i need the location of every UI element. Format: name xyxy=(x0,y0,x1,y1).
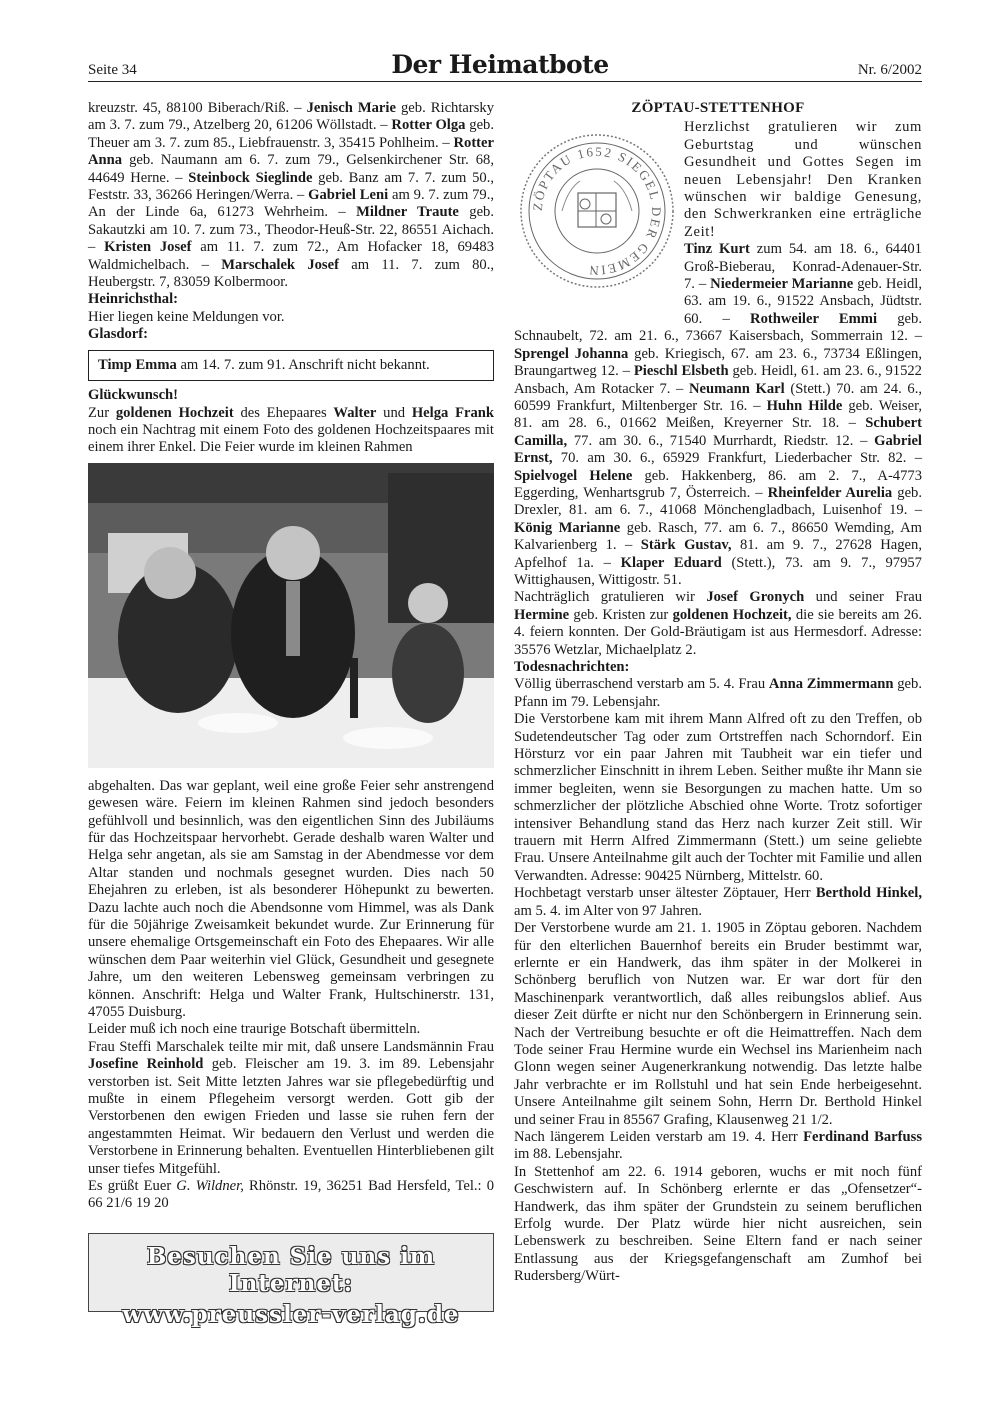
glueckwunsch-heading: Glückwunsch! xyxy=(88,387,179,404)
birthday-list-continued: kreuzstr. 45, 88100 Biberach/Riß. – Jenisch Marie geb. Richtarsky am 3. 7. zum 79., Atzelberg 20, 61206 Wöllstadt. – Rotter Olga geb. Theuer am 3. 7. zum 85., Liebfrauenstr. 3, 35415 Pohlheim. – Rotter Anna geb. Naumann am 6. 7. zum 79., Gelsenkirchener Str. 68, 44649 Herne. – Steinbock Sieglinde geb. Banz am 7. 7. zum 50., Feststr. 33, 36266 Heringen/Werra. – Gabriel Leni am 9. 7. zum 79., An der Linde 6a, 61273 Wehrheim. – Mildner Traute geb. Sakautzki am 10. 7. zum 73., Theodor-Heuß-Str. 22, 86551 Aichach. – Kristen Josef am 11. 7. zum 72., Am Hofacker 18, 69483 Waldmichelbach. – Marschalek Josef am 11. 7. zum 80., Heubergstr. 7, 83059 Kolbermoor. xyxy=(88,100,495,291)
death-notices-heading: Todesnachrichten: xyxy=(514,659,630,675)
late-congratulations: Nachträglich gratulieren wir Josef Gronych und seiner Frau Hermine geb. Kristen zur goldenen Hochzeit, die sie bereits am 26. 4. feiern konnten. Der Gold-Bräutigam ist aus Hermesdorf. Adresse: 35576 Wetzlar, Michaelplatz 2. xyxy=(514,589,923,658)
website-banner xyxy=(88,1233,494,1328)
zimmermann-notice: Völlig überraschend verstarb am 5. 4. Frau Anna Zimmermann geb. Pfann im 79. Lebensjahr. xyxy=(514,676,922,710)
glasdorf-box: Timp Emma am 14. 7. zum 91. Anschrift nicht bekannt. xyxy=(88,350,494,381)
issue-number: Nr. 6/2002 xyxy=(857,62,922,78)
seal-icon xyxy=(518,119,676,319)
hinkel-text: Der Verstorbene wurde am 21. 1. 1905 in Zöptau geboren. Nachdem für den elterlichen Bauernhof bereits ein Bruder bestimmt war, erlernte er ein Handwerk, das ihm später in der Molkerei in Schönberg beruflich von Nutzen war. Er war dort für den Maschinenpark verantwortlich, daß alles reibungslos ablief. Aus dieser Zeit dürfte er nicht nur den Schönbergern in Erinnerung sein. Nach der Vertreibung besuchte er oft die Heimattreffen. Nach dem Tode seiner Frau Hermine wurde ein Wechsel ins Marienheim nach Glonn wegen seiner Augenerkrankung notwendig. Das letzte halbe Jahr verbrachte er im Rollstuhl und hat sein Ende herbeigesehnt. Unsere Anteilnahme gilt seinem Sohn, Herrn Dr. Berthold Hinkel und seiner Frau in 85567 Grafing, Klausenweg 21 1/2. xyxy=(514,920,922,1128)
barfuss-text: In Stettenhof am 22. 6. 1914 geboren, wuchs er mit noch fünf Geschwistern auf. In Schönberg erlernte er das „Ofensetzer“-Handwerk, das ihm später der Grundstein zu seinem beruflichen Erfolg wurde. Der Platz würde hier nicht ausreichen, sein Lebenswerk zu beschreiben. Seine Eltern fand er nach seiner Entlassung aus der Kriegsgefangenschaft am Zumhof bei Rudersberg/Würt- xyxy=(514,1163,922,1285)
right-column xyxy=(514,100,922,1286)
zoeptau-intro: Herzlichst gratulieren wir zum Geburtstag und wünschen Gesundheit und Gottes Segen im neuen Lebensjahr! Den Kranken wünschen wir baldige Genesung, den Schwerkranken eine erträgliche Zeit! xyxy=(684,119,922,240)
reinhold-obituary: Frau Steffi Marschalek teilte mir mit, daß unsere Landsmännin Frau Josefine Reinhold geb. Fleischer am 19. 3. im 89. Lebensjahr verstorben ist. Seit Mitte letzten Jahres war sie pflegebedürftig und mußte in einem Pflegeheim versorgt werden. Gott gib der Verstorbenen den ewigen Frieden und lasse sie ruhen fern der angestammten Heimat. Wir bedauern den Verlust und werden die Verstorbene in Erinnerung behalten. Eventuellen Hinterbliebenen gilt unser tiefes Mitgefühl. xyxy=(88,1038,494,1177)
golden-wedding-intro: Zur goldenen Hochzeit des Ehepaares Walter und Helga Frank noch ein Nachtrag mit einem Foto des goldenen Hochzeitspaares mit einem ihrer Enkel. Die Feier wurde im kleinen Rahmen xyxy=(88,404,494,456)
header-rule xyxy=(88,81,922,82)
sad-news-intro: Leider muß ich noch eine traurige Botschaft übermitteln. xyxy=(88,1021,421,1038)
greeting-signature: Es grüßt Euer G. Wildner, Rhönstr. 19, 36251 Bad Hersfeld, Tel.: 0 66 21/6 19 20 xyxy=(88,1178,494,1212)
banner-url[interactable]: www.preussler-verlag.de xyxy=(122,1301,460,1328)
golden-wedding-photo xyxy=(88,463,494,768)
glasdorf-heading: Glasdorf: xyxy=(88,326,148,343)
left-column xyxy=(88,100,494,1213)
masthead-title: Der Heimatbote xyxy=(391,50,609,79)
heinrichsthal-heading: Heinrichsthal: xyxy=(88,291,178,308)
barfuss-notice: Nach längerem Leiden verstarb am 19. 4. Herr Ferdinand Barfuss im 88. Lebensjahr. xyxy=(514,1128,922,1163)
section-title-zoeptau: ZÖPTAU-STETTENHOF xyxy=(631,100,805,116)
banner-line-1: Besuchen Sie uns im Internet: xyxy=(146,1243,436,1297)
golden-wedding-text: abgehalten. Das war geplant, weil eine große Feier sehr anstrengend gewesen wäre. Feiern im kleinen Rahmen sind jedoch besonders gefühlvoll und besinnlich, was den eigentlichen Sinn des Jubiläums für das Hochzeitspaar hervorhebt. Gerade deshalb waren Walter und Helga sehr angetan, als sie am Samstag in der Abendmesse vor dem Altar standen und nochmals gesegnet wurden. Dies nach 50 Ehejahren zu erleben, ist als besonderer Höhepunkt zu bewerten. Dazu lachte auch noch die Abendsonne vom Himmel, was als Dank für die 50jährige Zweisamkeit bekundet wurde. Zur Erinnerung für unsere ehemalige Ortsgemeinschaft ein Foto des Ehepaares. Wir alle wünschen dem Paar weiterhin viel Glück, Gesundheit und gesegnete Jahre, um den weiteren Lebensweg gemeinsam verbringen zu können. Anschrift: Helga und Walter Frank, Hultschinerstr. 131, 47055 Duisburg. xyxy=(88,777,494,1020)
page-number: Seite 34 xyxy=(88,62,137,78)
zoeptau-birthday-list: Tinz Kurt zum 54. am 18. 6., 64401 Groß-Bieberau, Konrad-Adenauer-Str. 7. – Niedermeier Marianne geb. Heidl, 63. am 19. 6., 91522 Ansbach, Jüdtstr. 60. – Rothweiler Emmi geb. Schnaubelt, 72. am 21. 6., 73667 Kaisersbach, Sommerrain 12. – Sprengel Johanna geb. Kriegisch, 67. am 23. 6., 73734 Eßlingen, Braungartweg 12. – Pieschl Elsbeth geb. Heidl, 61. am 23. 6., 91522 Ansbach, Am Rotacker 7. – Neumann Karl (Stett.) 70. am 24. 6., 60599 Frankfurt, Miltenberger Str. 16. – Huhn Hilde geb. Weiser, 81. am 28. 6., 01662 Meißen, Kreyerner Str. 18. – Schubert Camilla, 77. am 30. 6., 71540 Murrhardt, Riedstr. 12. – Gabriel Ernst, 70. am 30. 6., 65929 Frankfurt, Liederbacher Str. 82. – Spielvogel Helene geb. Hakkenberg, 86. am 2. 7., A-4773 Eggerding, Wenhartsgrub 7, Österreich. – Rheinfelder Aurelia geb. Drexler, 81. am 6. 7., 41068 Mönchengladbach, Luisenhof 19. – König Marianne geb. Rasch, 77. am 6. 7., 86650 Wemding, Am Kalvarienberg 1. – Stärk Gustav, 81. am 9. 7., 27628 Hagen, Apfelhof 1a. – Klaper Eduard (Stett.), 73. am 9. 7., 97957 Wittighausen, Wittigostr. 51. xyxy=(514,241,923,588)
municipal-seal xyxy=(518,119,676,319)
zimmermann-text: Die Verstorbene kam mit ihrem Mann Alfred oft zu den Treffen, ob Sudetendeutscher Tag oder zum Ortstreffen nach Schorndorf. Ein Hörsturz vor ein paar Jahren mit Taubheit war ein tiefer und schmerzlicher Einschnitt in ihrem Leben. Seither mußte ihr Mann sie immer begleiten, wenn sie Besorgungen zu machen hatte. Um so schmerzlicher der plötzliche Abschied ohne Worte. Trotz sofortiger intensiver Behandlung stand das Herz nach kurzer Zeit still. Wir trauern mit Herrn Alfred Zimmermann (Stett.) um seine geliebte Frau. Unsere Anteilnahme gilt auch der Tochter mit Familie und allen Verwandten. Adresse: 90425 Nürnberg, Mittelstr. 60. xyxy=(514,711,922,884)
hinkel-notice: Hochbetagt verstarb unser ältester Zöptauer, Herr Berthold Hinkel, am 5. 4. im Alter von 97 Jahren. xyxy=(514,885,922,919)
heinrichsthal-text: Hier liegen keine Meldungen vor. xyxy=(88,308,285,325)
svg-text:ZÖPTAU 1652 SIEGEL DER GEMEIN: ZÖPTAU 1652 SIEGEL DER GEMEIN xyxy=(529,144,665,279)
